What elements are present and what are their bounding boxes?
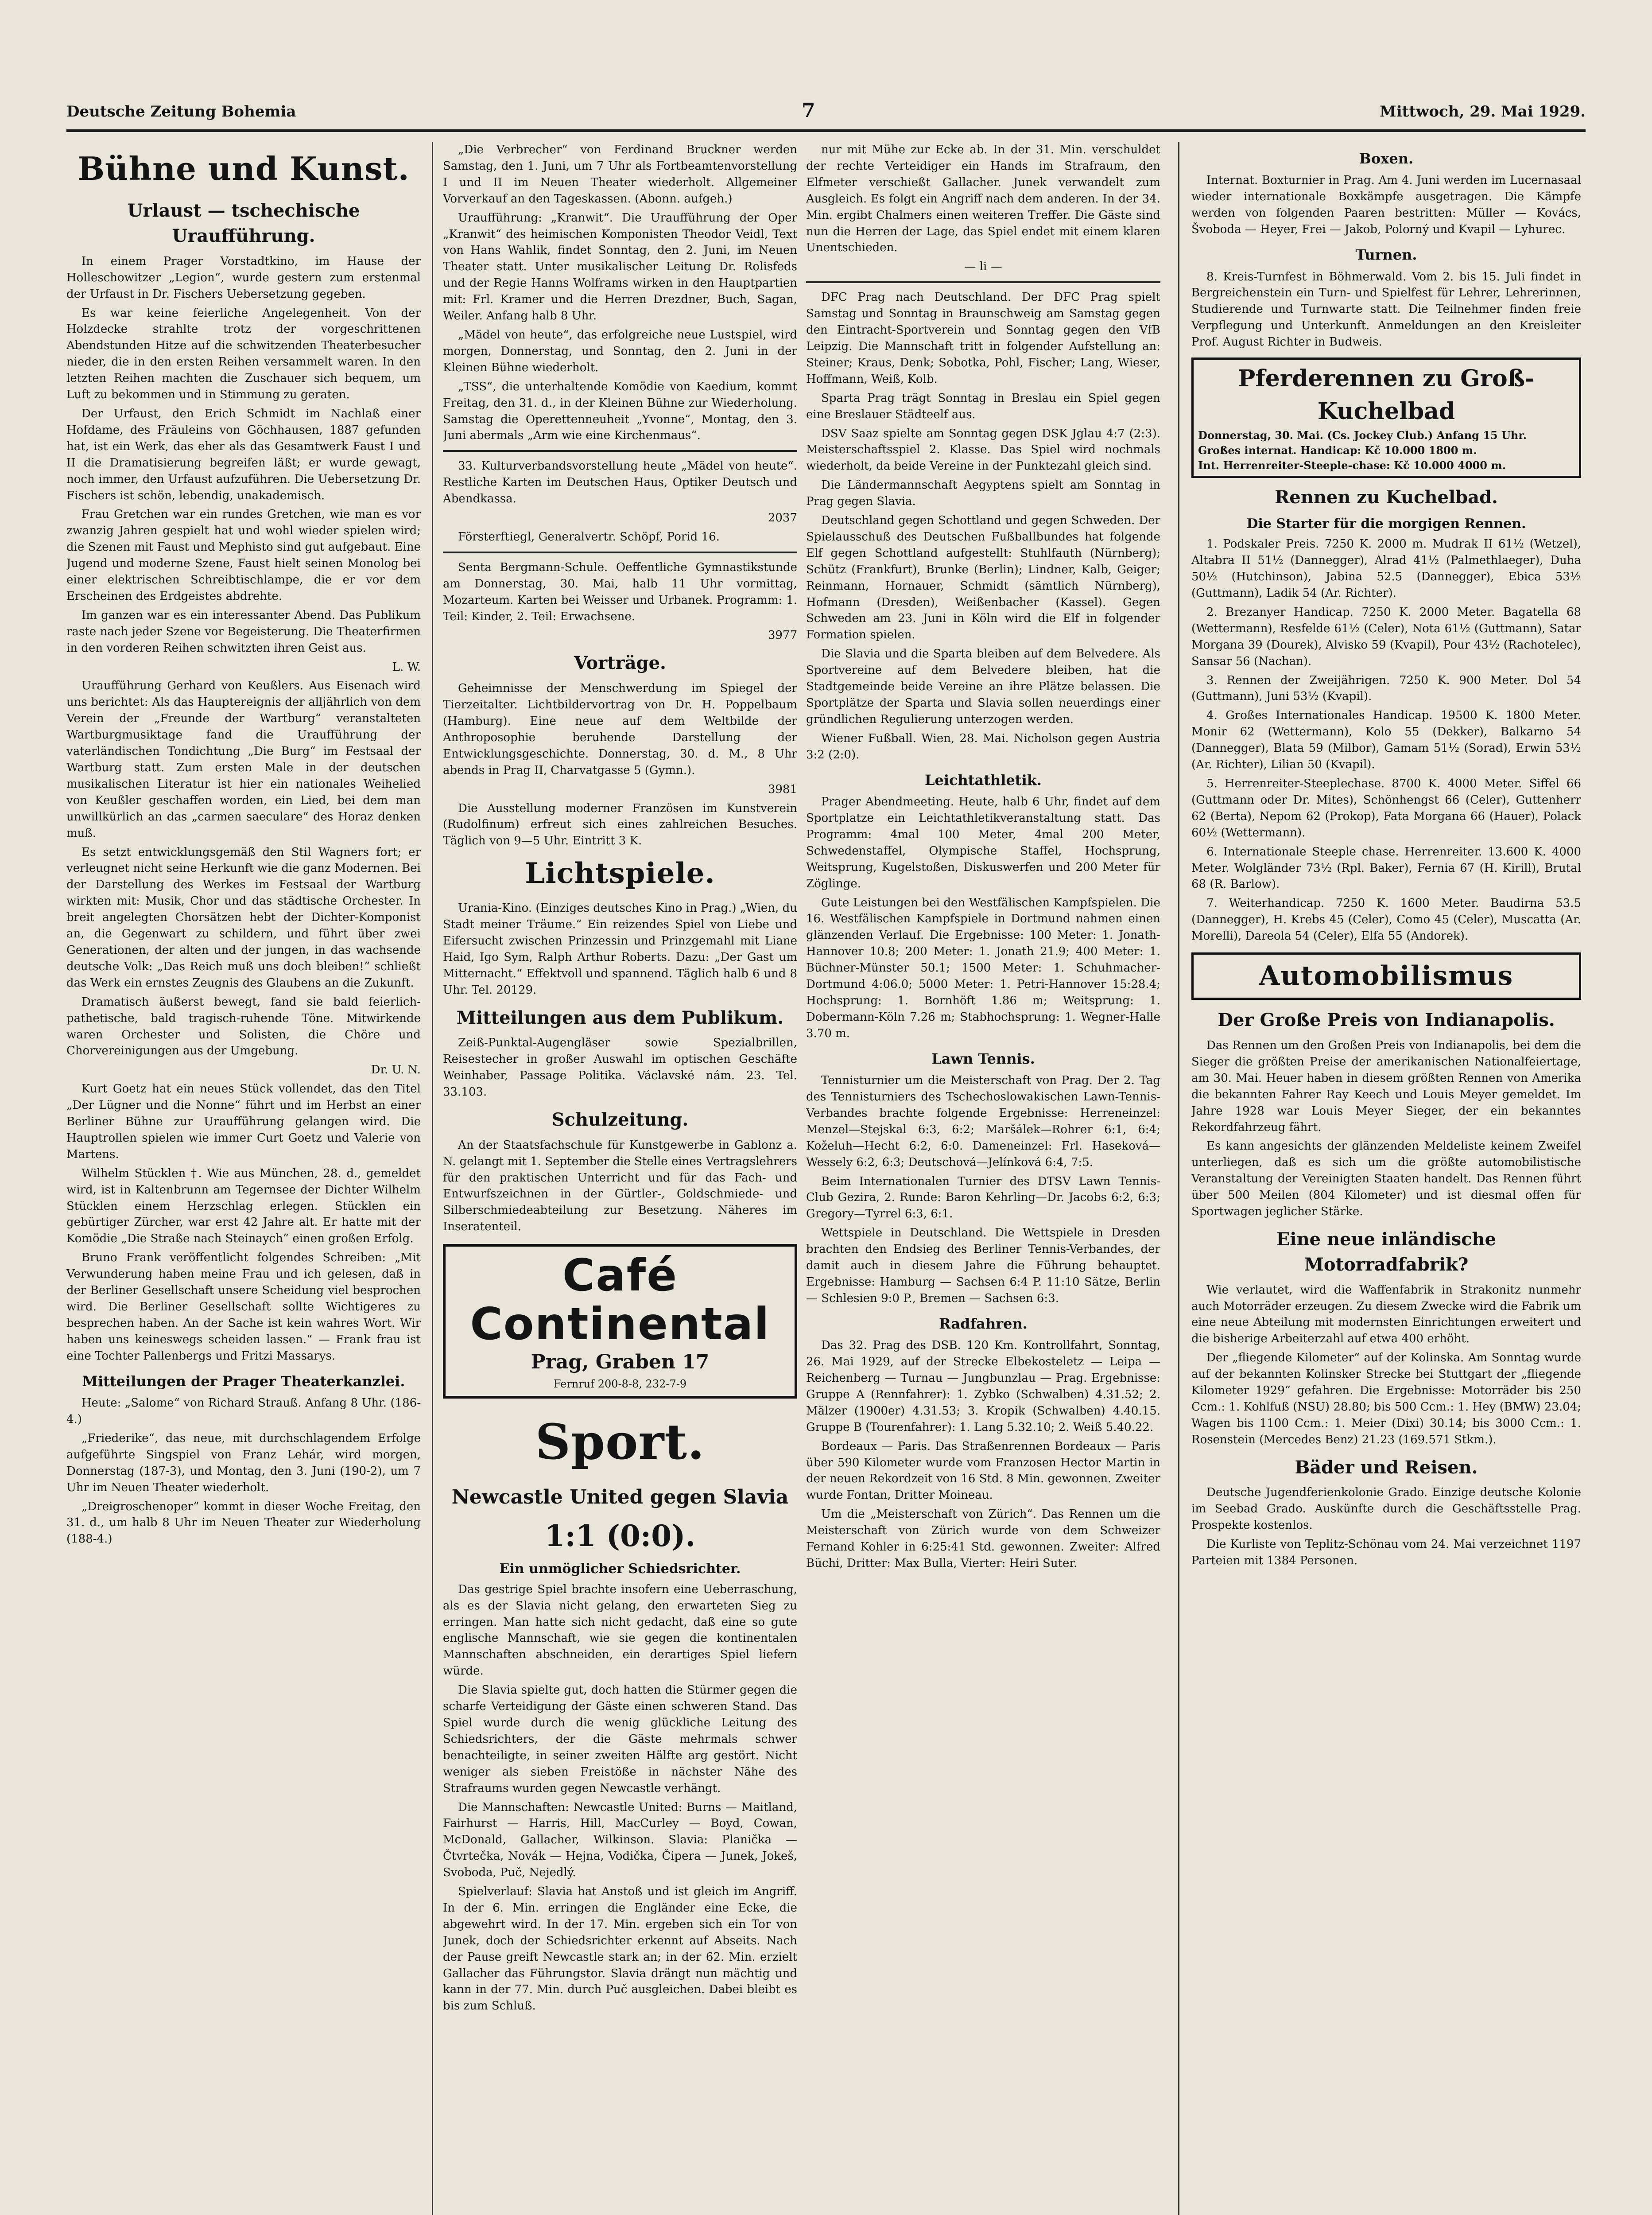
paragraph: Internat. Boxturnier in Prag. Am 4. Juni werden im Lucernasaal wieder internationale Boxkämpfe ausgetragen. Die Kämpfe werden von folgenden Paaren bestritten: Müller — Kovács, Švoboda — Heyer, Frei — Jakob, Polorný und Kvapil — Lyhurec. bbox=[1191, 174, 1581, 237]
section-title-boxen: Boxen. bbox=[1359, 150, 1414, 167]
sport-headline: Newcastle United gegen Slavia bbox=[451, 1485, 789, 1508]
ad-line: Int. Herrenreiter-Steeple-chase: Kč 10.000 4000 m. bbox=[1198, 459, 1506, 472]
divider bbox=[443, 552, 797, 553]
paragraph: Die Kurliste von Teplitz-Schönau vom 24. Mai verzeichnet 1197 Parteien mit 1384 Personen. bbox=[1191, 1538, 1581, 1568]
paragraph: Das Rennen um den Großen Preis von Indianapolis, bei dem die Sieger die größten Preise der amerikanischen Nationalfeiertage, am 30. Mai. Heuer haben in diesem größten Rennen von Amerika die bekannten Fahrer Ray Keech und Louis Meyer gemeldet. Im Jahre 1928 war Louis Meyer Sieger, der ein bekanntes Rekordfahrzeug fährt. bbox=[1191, 1039, 1581, 1134]
paragraph: „Friederike“, das neue, mit durchschlagendem Erfolge aufgeführte Singspiel von Franz Lehár, wird morgen, Donnerstag (187-3), und Montag, den 3. Juni (190-2), um 7 Uhr im Neuen Theater wiederholt. bbox=[66, 1431, 421, 1494]
ad-number: 2037 bbox=[768, 511, 797, 525]
paragraph: Kurt Goetz hat ein neues Stück vollendet, das den Titel „Der Lügner und die Nonne“ führt und im Herbst an einer Berliner Bühne zur Uraufführung gelangen wird. Die Hauptrollen spielen wie immer Curt Goetz und Valerie von Martens. bbox=[66, 1082, 421, 1161]
section-title-leichtathletik: Leichtathletik. bbox=[924, 771, 1042, 789]
horse-race-ad bbox=[1191, 358, 1581, 478]
section-banner-automobilismus: Automobilismus bbox=[1191, 952, 1581, 1000]
section-title-turnen: Turnen. bbox=[1355, 246, 1417, 264]
issue-date: Mittwoch, 29. Mai 1929. bbox=[1380, 103, 1586, 120]
section-title-mitteilungen: Mitteilungen aus dem Publikum. bbox=[456, 1007, 784, 1028]
paragraph: Geheimnisse der Menschwerdung im Spiegel der Tierzeitalter. Lichtbildervortrag von Dr. H. Poppelbaum (Hamburg). Eine neue auf dem Weltbilde der Anthroposophie beruhende Darstellung der Entwicklungsgeschichte. Donnerstag, 30. d. M., 8 Uhr abends in Prag II, Charvatgasse 5 (Gymn.). bbox=[443, 682, 797, 777]
paragraph: Wettspiele in Deutschland. Die Wettspiele in Dresden brachten den Endsieg des Berliner Tennis-Verbandes, der damit auch in diesem Jahre die Führung behauptet. Ergebnisse: Hamburg — Sachsen 6:4 P. 11:10 Sätze, Berlin — Schlesien 9:0 P., Bremen — Sachsen 6:3. bbox=[806, 1226, 1160, 1305]
column-1 bbox=[66, 142, 421, 2215]
paragraph: Um die „Meisterschaft von Zürich“. Das Rennen um die Meisterschaft von Zürich wurde von dem Schweizer Fernand Kohler in 6:25:41 Std. gewonnen. Zweiter: Alfred Büchi, Dritter: Max Bulla, Vierter: Heiri Suter. bbox=[806, 1508, 1160, 1570]
paragraph: Wiener Fußball. Wien, 28. Mai. Nicholson gegen Austria 3:2 (2:0). bbox=[806, 731, 1160, 762]
paragraph: Im ganzen war es ein interessanter Abend. Das Publikum raste nach jeder Szene vor Begeisterung. Die Theaterfirmen in den vorderen Reihen schwitzten ihren Geist aus. bbox=[66, 608, 421, 655]
section-title-sport: Sport. bbox=[535, 1413, 705, 1470]
paragraph: Die Ländermannschaft Aegyptens spielt am Sonntag in Prag gegen Slavia. bbox=[806, 478, 1160, 509]
paragraph: Wie verlautet, wird die Waffenfabrik in Strakonitz nunmehr auch Motorräder erzeugen. Zu diesem Zwecke wird die Fabrik um eine neue Abteilung mit modernsten Einrichtungen erweitert und die bisherige Arbeiterzahl auf etwa 400 erhöht. bbox=[1191, 1283, 1581, 1346]
paragraph: Bruno Frank veröffentlicht folgendes Schreiben: „Mit Verwunderung haben meine Frau und ich gelesen, daß in der Berliner Gesellschaft unsere Scheidung viel besprochen wird. Die Berliner Gesellschaft sollte Wichtigeres zu besprechen haben. An der Sache ist kein wahres Wort. Wir haben uns keineswegs scheiden lassen.“ — Frank frau ist eine Tochter Pallenbergs und Fritzi Massarys. bbox=[66, 1251, 421, 1363]
newspaper-name: Deutsche Zeitung Bohemia bbox=[66, 103, 296, 120]
subheadline: Die Starter für die morgigen Rennen. bbox=[1246, 516, 1526, 532]
paragraph: Deutsche Jugendferienkolonie Grado. Einzige deutsche Kolonie im Seebad Grado. Auskünfte durch die Geschäftsstelle Prag. Prospekte kostenlos. bbox=[1191, 1486, 1581, 1532]
ad-number: 3981 bbox=[768, 782, 797, 796]
paragraph: Dramatisch äußerst bewegt, fand sie bald feierlich-pathetische, bald tragisch-ruhende Töne. Mitwirkende waren Orchester und Solisten, die Chöre und Chorvereinigungen aus der Umgebung. bbox=[66, 995, 421, 1058]
article-headline: Eine neue inländische Motorradfabrik? bbox=[1276, 1229, 1497, 1275]
ad-title: Café Continental bbox=[470, 1249, 770, 1350]
paragraph: Der „fliegende Kilometer“ auf der Kolinska. Am Sonntag wurde auf der bekannten Kolinsker Strecke bei Stuttgart der „fliegende Kilometer 1929“ gefahren. Die Ergebnisse: Motorräder bis 250 Ccm.: 1. Kohlfuß (NSU) 28.80; bis 500 Ccm.: 1. Hey (BMW) 23.04; Wagen bis 1100 Ccm.: 1. Meier (Dixi) 30.14; bis 3000 Ccm.: 1. Rosenstein (Mercedes Benz) 21.23 (169.571 Stkm.). bbox=[1191, 1351, 1581, 1446]
section-title-baeder: Bäder und Reisen. bbox=[1295, 1457, 1478, 1478]
paragraph: Försterftiegl, Generalvertr. Schöpf, Porid 16. bbox=[458, 530, 720, 544]
author-sign: L. W. bbox=[392, 660, 421, 674]
paragraph: „Die Verbrecher“ von Ferdinand Bruckner werden Samstag, den 1. Juni, um 7 Uhr als Fortbeamtenvorstellung I und II im Neuen Theater wiederholt. Allgemeiner Vorverkauf an den Tageskassen. (Abonn. aufgeh.) bbox=[443, 143, 797, 206]
article-headline: Der Große Preis von Indianapolis. bbox=[1218, 1010, 1555, 1031]
paragraph: Die Ausstellung moderner Französen im Kunstverein (Rudolfinum) erfreut sich eines zahlreichen Besuches. Täglich von 9—5 Uhr. Eintritt 3 K. bbox=[443, 801, 797, 848]
paragraph: Es kann angesichts der glänzenden Meldeliste keinem Zweifel unterliegen, daß es sich um die größte automobilistische Veranstaltung der Vereinigten Staaten handelt. Das Rennen führt über 500 Meilen (804 Kilometer) und ist diesmal offen für Sportwagen jeglicher Stärke. bbox=[1191, 1139, 1581, 1219]
column-rule bbox=[1178, 142, 1179, 2215]
paragraph: Senta Bergmann-Schule. Oeffentliche Gymnastikstunde am Donnerstag, 30. Mai, halb 11 Uhr vormittag, Mozarteum. Karten bei Weisser und Urbanek. Programm: 1. Teil: Kinder, 2. Teil: Erwachsene. bbox=[443, 560, 797, 623]
section-title-schulzeitung: Schulzeitung. bbox=[551, 1109, 689, 1130]
ad-line: Großes internat. Handicap: Kč 10.000 1800 m. bbox=[1198, 443, 1477, 457]
paragraph: Heute: „Salome“ von Richard Strauß. Anfang 8 Uhr. (186-4.) bbox=[66, 1396, 421, 1426]
paragraph: Der Urfaust, den Erich Schmidt im Nachlaß einer Hofdame, des Fräuleins von Göchhausen, 1887 gefunden hat, ist ein Werk, das eher als das Gesamtwerk Faust I und II die Dramatisierung begreifen läßt; er wurde gewagt, noch immer, den Urfaust aufzuführen. Die Uebersetzung Dr. Fischers ist schön, lebendig, unakademisch. bbox=[66, 407, 421, 502]
paragraph: Uraufführung: „Kranwit“. Die Uraufführung der Oper „Kranwit“ des heimischen Komponisten Theodor Veidl, Text von Hans Wahlik, findet Sonntag, den 2. Juni, im Neuen Theater statt. Unter musikalischer Leitung Dr. Rolisfeds und der Regie Hanns Wolframs wirken in den Hauptpartien mit: Frl. Kramer und die Herren Drezdner, Buch, Sagan, Weiler. Anfang halb 8 Uhr. bbox=[443, 211, 797, 323]
section-title-buehne: Bühne und Kunst. bbox=[78, 150, 410, 187]
paragraph: 6. Internationale Steeple chase. Herrenreiter. 13.600 K. 4000 Meter. Wolgländer 73½ (Rpl. Baker), Fernia 67 (H. Kirill), Brutal 68 (R. Barlow). bbox=[1191, 845, 1581, 891]
paragraph: Die Slavia spielte gut, doch hatten die Stürmer gegen die scharfe Verteidigung der Gäste einen schweren Stand. Das Spiel wurde durch die wenig glückliche Leitung des Schiedsrichters, der die Gäste mehrmals schwer benachteiligte, in seiner zweiten Hälfte arg gestört. Nicht weniger als sieben Freistöße in nächster Nähe des Strafraums wurden gegen Newcastle verhängt. bbox=[443, 1683, 797, 1795]
section-title-rennen: Rennen zu Kuchelbad. bbox=[1275, 486, 1498, 508]
running-head bbox=[66, 99, 1586, 132]
paragraph: Spielverlauf: Slavia hat Anstoß und ist gleich im Angriff. In der 6. Min. erringen die Engländer eine Ecke, die abgewehrt wird. In der 17. Min. ergeben sich ein Tor von Junek, doch der Schiedsrichter erkennt auf Abseits. Nach der Pause greift Newcastle stark an; in der 62. Min. erzielt Gallacher das Führungstor. Slavia drängt nun mächtig und kann in der 77. Min. durch Puč ausgleichen. Dabei bleibt es bis zum Schluß. bbox=[443, 1885, 797, 2013]
paragraph: 7. Weiterhandicap. 7250 K. 1600 Meter. Baudirna 53.5 (Dannegger), H. Krebs 45 (Celer), Como 45 (Celer), Muscatta (Ar. Morelli), Dareola 54 (Celer), Elfa 55 (Andorek). bbox=[1191, 897, 1581, 943]
paragraph: 33. Kulturverbandsvorstellung heute „Mädel von heute“. Restliche Karten im Deutschen Haus, Optiker Deutsch und Abendkassa. bbox=[443, 459, 797, 506]
paragraph: Gute Leistungen bei den Westfälischen Kampfspielen. Die 16. Westfälischen Kampfspiele in Dortmund nahmen einen glänzenden Verlauf. Die Ergebnisse: 100 Meter: 1. Jonath-Hannover 10.8; 200 Meter: 1. Jonath 21.9; 400 Meter: 1. Büchner-Münster 50.1; 1500 Meter: 1. Schuhmacher-Dortmund 4:06.0; 5000 Meter: 1. Petri-Hannover 15:28.4; Hochsprung: 1. Bornhöft 1.86 m; Weitsprung: 1. Dobermann-Köln 7.26 m; Stabhochsprung: 1. Wegner-Halle 3.70 m. bbox=[806, 896, 1160, 1040]
paragraph: Zeiß-Punktal-Augengläser sowie Spezialbrillen, Reisestecher in großer Auswahl im optischen Geschäfte Weinhaber, Passage Politika. Václavské nám. 23. Tel. 33.103. bbox=[443, 1036, 797, 1099]
paragraph: Uraufführung Gerhard von Keußlers. Aus Eisenach wird uns berichtet: Als das Hauptereignis der alljährlich von dem Verein der „Freunde der Wartburg“ veranstalteten Wartburgmusiktage fand die Uraufführung der vaterländischen Tondichtung „Die Burg“ im Festsaal der Wartburg statt. Zum ersten Male in der deutschen musikalischen Literatur ist hier ein nationales Weihelied von Keußler geschaffen worden, ein Lied, bei dem man unwillkürlich an das „carmen saeculare“ des Horaz denken muß. bbox=[66, 679, 421, 840]
paragraph: Wilhelm Stücklen †. Wie aus München, 28. d., gemeldet wird, ist in Kaltenbrunn am Tegernsee der Dichter Wilhelm Stücklen einem Herzschlag erlegen. Stücklen ein gebürtiger Zürcher, war erst 42 Jahre alt. Er hatte mit der Komödie „Die Straße nach Steinaych“ einen großen Erfolg. bbox=[66, 1166, 421, 1246]
divider bbox=[806, 281, 1160, 283]
paragraph: 4. Großes Internationales Handicap. 19500 K. 1800 Meter. Monir 62 (Wettermann), Kolo 55 (Dekker), Balkarno 54 (Dannegger), Blata 59 (Milbor), Gamam 51½ (Sorad), Erwin 53½ (Ar. Richter), Lilian 50 (Kvapil). bbox=[1191, 709, 1581, 772]
ad-number: 3977 bbox=[768, 629, 797, 642]
paragraph: 8. Kreis-Turnfest in Böhmerwald. Vom 2. bis 15. Juli findet in Bergreichenstein ein Turn- und Spielfest für Lehrer, Lehrerinnen, Studierende und Turnwarte statt. Die Teilnehmer finden freie Verpflegung und Unterkunft. Anmeldungen an den Kreisleiter Prof. August Richter in Budweis. bbox=[1191, 270, 1581, 349]
paragraph: Die Mannschaften: Newcastle United: Burns — Maitland, Fairhurst — Harris, Hill, MacCurley — Boyd, Cowan, McDonald, Gallacher, Wilkinson. Slavia: Planička — Čtvrtečka, Novák — Hejna, Vodička, Čipera — Junek, Jokeš, Svoboda, Puč, Nejedlý. bbox=[443, 1800, 797, 1880]
divider bbox=[443, 450, 797, 452]
paragraph: Frau Gretchen war ein rundes Gretchen, wie man es vor zwanzig Jahren gespielt hat und wohl wieder spielen wird; die Szenen mit Faust und Mephisto sind gut aufgebaut. Eine Jugend und moderne Szene, Faust hielt seinen Monolog bei einer elektrischen Schreibtischlampe, die er vor dem Erscheinen des Erdgeistes abdrehte. bbox=[66, 508, 421, 603]
paragraph: Prager Abendmeeting. Heute, halb 6 Uhr, findet auf dem Sportplatze ein Leichtathletikveranstaltung statt. Das Programm: 4mal 100 Meter, 4mal 200 Meter, Schwedenstaffel, Olympische Staffel, Hochsprung, Weitsprung, Kugelstoßen, Diskuswerfen und 200 Meter für Zöglinge. bbox=[806, 795, 1160, 890]
section-title-vortraege: Vorträge. bbox=[574, 653, 666, 674]
paragraph: nur mit Mühe zur Ecke ab. In der 31. Min. verschuldet der rechte Verteidiger ein Hands im Strafraum, den Elfmeter verschießt Gallacher. Junek verwandelt zum Ausgleich. Es folgt ein Angriff nach dem anderen. In der 34. Min. ergibt Chalmers einen weiteren Treffer. Die Gäste sind nun die Herren der Lage, das Spiel endet mit einem klaren Unentschieden. bbox=[806, 143, 1160, 255]
ad-line: Donnerstag, 30. Mai. (Cs. Jockey Club.) Anfang 15 Uhr. bbox=[1198, 428, 1527, 442]
paragraph: In einem Prager Vorstadtkino, im Hause der Holleschowitzer „Legion“, wurde gestern zum erstenmal der Urfaust in Dr. Fischers Uebersetzung gegeben. bbox=[66, 254, 421, 301]
paragraph: 5. Herrenreiter-Steeplechase. 8700 K. 4000 Meter. Siffel 66 (Guttmann oder Dr. Mites), Schönhengst 66 (Celer), Guttenherr 62 (Berta), Nepom 62 (Prokop), Fata Morgana 66 (Hauer), Polack 60½ (Wettermann). bbox=[1191, 777, 1581, 839]
match-score: 1:1 (0:0). bbox=[544, 1519, 696, 1554]
article-headline: Urlaust — tschechische Uraufführung. bbox=[127, 200, 360, 247]
column-3 bbox=[806, 142, 1160, 2215]
paragraph: 3. Rennen der Zweijährigen. 7250 K. 900 Meter. Dol 54 (Guttmann), Juni 53½ (Kvapil). bbox=[1191, 673, 1581, 703]
paragraph: An der Staatsfachschule für Kunstgewerbe in Gablonz a. N. gelangt mit 1. September die Stelle eines Vertragslehrers für den praktischen Unterricht und für das Fach- und Entwurfszeichnen in der Gürtler-, Goldschmiede- und Silberschmiedeabteilung zur Besetzung. Näheres im Inseratenteil. bbox=[443, 1138, 797, 1234]
sport-subheadline: Ein unmöglicher Schiedsrichter. bbox=[499, 1561, 741, 1577]
section-title-lichtspiele: Lichtspiele. bbox=[525, 857, 715, 890]
column-4 bbox=[1191, 142, 1581, 2215]
section-title-lawn-tennis: Lawn Tennis. bbox=[931, 1050, 1035, 1067]
paragraph: Beim Internationalen Turnier des DTSV Lawn Tennis-Club Gezira, 2. Runde: Baron Kehrling—Dr. Jacobs 6:2, 6:3; Gregory—Tyrrel 6:3, 6:1. bbox=[806, 1174, 1160, 1221]
paragraph: DFC Prag nach Deutschland. Der DFC Prag spielt Samstag und Sonntag in Braunschweig am Samstag gegen den Eintracht-Sportverein und Sonntag gegen den VfB Leipzig. Die Mannschaft tritt in folgender Aufstellung an: Steiner; Kraus, Denk; Sobotka, Pohl, Fischer; Lang, Wieser, Hoffmann, Weiß, Kolb. bbox=[806, 291, 1160, 386]
author-sign: — li — bbox=[964, 260, 1002, 274]
paragraph: Das 32. Prag des DSB. 120 Km. Kontrollfahrt, Sonntag, 26. Mai 1929, auf der Strecke Elbekosteletz — Leipa — Reichenberg — Turnau — Jungbunzlau — Prag. Ergebnisse: Gruppe A (Rennfahrer): 1. Zybko (Schwalben) 4.31.52; 2. Mälzer (1900er) 4.31.53; 3. Kropik (Schwalben) 4.40.15. Gruppe B (Tourenfahrer): 1. Lang 5.32.10; 2. Weiß 5.40.22. bbox=[806, 1339, 1160, 1434]
column-rule bbox=[432, 142, 433, 2215]
section-title-radfahren: Radfahren. bbox=[939, 1315, 1028, 1332]
paragraph: Es war keine feierliche Angelegenheit. Von der Holzdecke strahlte trotz der vorgeschrittenen Abendstunden Hitze auf die schwitzenden Theaterbesucher nieder, die in den ersten Reihen versammelt waren. In den letzten Reihen machten die Zuschauer sich bequem, um Luft zu bekommen und in Stimmung zu geraten. bbox=[66, 306, 421, 402]
paragraph: Sparta Prag trägt Sonntag in Breslau ein Spiel gegen eine Breslauer Städteelf aus. bbox=[806, 391, 1160, 421]
paragraph: Das gestrige Spiel brachte insofern eine Ueberraschung, als es der Slavia nicht gelang, den erwarteten Sieg zu erringen. Man hatte sich nicht gedacht, daß eine so gute englische Mannschaft, wie sie gegen die kontinentalen Mannschaften abschneiden, ein derartiges Spiel liefern würde. bbox=[443, 1582, 797, 1678]
paragraph: Tennisturnier um die Meisterschaft von Prag. Der 2. Tag des Tennisturniers des Tschechoslowakischen Lawn-Tennis-Verbandes brachte folgende Ergebnisse: Herreneinzel: Menzel—Stejskal 6:3, 6:2; Maršálek—Rohrer 6:1, 6:4; Koželuh—Hecht 6:2, 6:0. Dameneinzel: Frl. Haseková—Wessely 6:2, 6:3; Deutschová—Jelínková 6:4, 7:5. bbox=[806, 1074, 1160, 1169]
ad-address: Prag, Graben 17 bbox=[531, 1351, 710, 1374]
paragraph: Es setzt entwicklungsgemäß den Stil Wagners fort; er verleugnet nicht seine Herkunft wie die ganz Modernen. Bei der Darstellung des Werkes im Festsaal der Wartburg wirkten mit: Musik, Chor und das städtische Orchester. In breit angelegten Chorsätzen hebt der Dichter-Komponist an, die Gegenwart zu schildern, und führt über zwei Generationen, der alten und der jungen, in das wachsende deutsche Volk: „Das Reich muß uns doch bleiben!“ schließt das Werk ein ernstes Zeugnis des Glaubens an die Zukunft. bbox=[66, 845, 421, 990]
ad-phone: Fernruf 200-8-8, 232-7-9 bbox=[553, 1377, 687, 1390]
paragraph: „TSS“, die unterhaltende Komödie von Kaedium, kommt Freitag, den 31. d., in der Kleinen Bühne zur Wiederholung. Samstag die Operettenneuheit „Yvonne“, Montag, den 3. Juni abermals „Arm wie eine Kirchenmaus“. bbox=[443, 380, 797, 443]
paragraph: Deutschland gegen Schottland und gegen Schweden. Der Spielausschuß des Deutschen Fußballbundes hat folgende Elf gegen Schottland aufgestellt: Stuhlfauth (Nürnberg); Schütz (Frankfurt), Brunke (Berlin); Lindner, Kalb, Geiger; Reinmann, Hornauer, Schmidt (sämtlich Nürnberg), Hofmann (Dresden), Weißenbacher (Kassel). Gegen Schweden am 23. Juni in Köln wird die Elf in folgender Formation spielen. bbox=[806, 514, 1160, 642]
paragraph: „Dreigroschenoper“ kommt in dieser Woche Freitag, den 31. d., um halb 8 Uhr im Neuen Theater zur Wiederholung (188-4.) bbox=[66, 1500, 421, 1546]
paragraph: 1. Podskaler Preis. 7250 K. 2000 m. Mudrak II 61½ (Wetzel), Altabra II 51½ (Dannegger), Alrad 41½ (Palmethlaeger), Duha 50½ (Hutchinson), Jabina 52.5 (Dannegger), Ebica 53½ (Guttmann), Ladik 54 (Ar. Richter). bbox=[1191, 537, 1581, 600]
subsection-title: Mitteilungen der Prager Theaterkanzlei. bbox=[82, 1372, 405, 1390]
column-2 bbox=[443, 142, 797, 2215]
paragraph: Urania-Kino. (Einziges deutsches Kino in Prag.) „Wien, du Stadt meiner Träume.“ Ein reizendes Spiel von Liebe und Eifersucht zwischen Prinzessin und Prinzgemahl mit Liane Haid, Igo Sym, Ralph Arthur Roberts. Dazu: „Der Gast um Mitternacht.“ Effektvoll und spannend. Täglich halb 6 und 8 Uhr. Tel. 20129. bbox=[443, 902, 797, 997]
page-number: 7 bbox=[802, 99, 815, 122]
author-sign: Dr. U. N. bbox=[371, 1063, 421, 1077]
paragraph: Die Slavia und die Sparta bleiben auf dem Belvedere. Als Sportvereine auf dem Belvedere bleiben, hat die Stadtgemeinde beide Vereine an ihre Plätze belassen. Die Sportplätze der Sparta und Slavia sollen neuerdings einer gründlichen Regulierung unterzogen werden. bbox=[806, 647, 1160, 726]
paragraph: DSV Saaz spielte am Sonntag gegen DSK Jglau 4:7 (2:3). Meisterschaftsspiel 2. Klasse. Das Spiel wird nochmals wiederholt, da beide Vereine in der Punktezahl gleich sind. bbox=[806, 427, 1160, 473]
cafe-continental-ad bbox=[443, 1244, 797, 1399]
paragraph: „Mädel von heute“, das erfolgreiche neue Lustspiel, wird morgen, Donnerstag, und Sonntag, den 2. Juni in der Kleinen Bühne wiederholt. bbox=[443, 328, 797, 374]
paragraph: Bordeaux — Paris. Das Straßenrennen Bordeaux — Paris über 590 Kilometer wurde vom Franzosen Hector Martin in der neuen Rekordzeit von 16 Std. 8 Min. gewonnen. Zweiter wurde Fontan, Dritter Moineau. bbox=[806, 1439, 1160, 1502]
ad-title: Pferderennen zu Groß-Kuchelbad bbox=[1238, 365, 1535, 425]
paragraph: 2. Brezanyer Handicap. 7250 K. 2000 Meter. Bagatella 68 (Wettermann), Resfelde 61½ (Celer), Nota 61½ (Guttmann), Satar Morgana 39 (Dourek), Alvisko 59 (Kvapil), Pour 43½ (Rachotelec), Sansar 56 (Nachan). bbox=[1191, 605, 1581, 668]
